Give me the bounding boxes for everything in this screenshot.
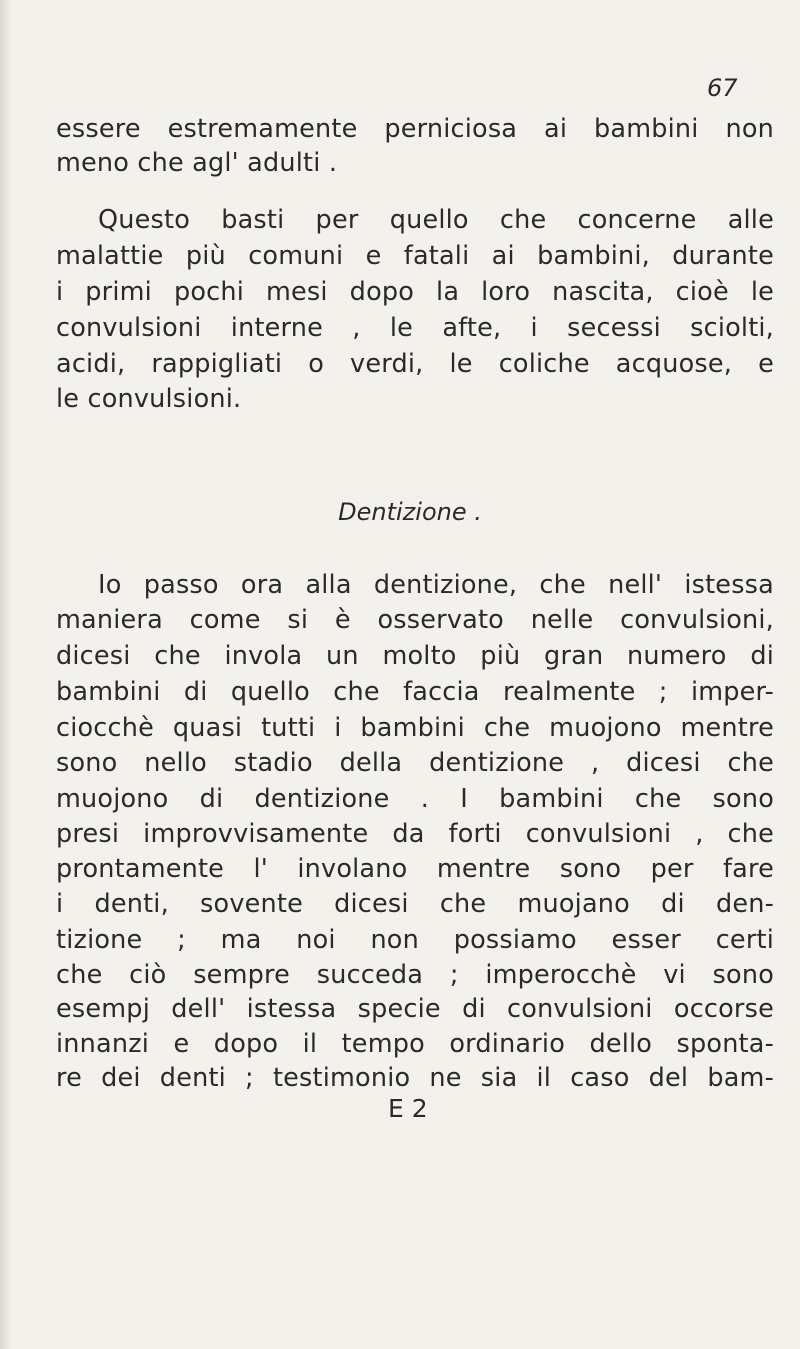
page-number: 67 <box>707 74 738 102</box>
text-line: Io passo ora alla dentizione, che nell' istessa <box>98 570 774 600</box>
text-line: esempj dell' istessa specie di convulsioni occorse <box>56 994 774 1024</box>
text-line: dicesi che invola un molto più gran numero di <box>56 641 774 671</box>
text-line: muojono di dentizione . I bambini che sono <box>56 784 774 814</box>
text-line: acidi, rappigliati o verdi, le coliche acquose, e <box>56 349 774 379</box>
text-line: essere estremamente perniciosa ai bambini non <box>56 114 774 144</box>
text-line: prontamente l' involano mentre sono per fare <box>56 854 774 884</box>
text-line: meno che agl' adulti . <box>56 148 338 178</box>
text-line: tizione ; ma noi non possiamo esser certi <box>56 925 774 955</box>
text-line: che ciò sempre succeda ; imperocchè vi sono <box>56 960 774 990</box>
section-heading: Dentizione . <box>338 498 482 526</box>
text-line: ciocchè quasi tutti i bambini che muojono mentre <box>56 713 774 743</box>
text-line: convulsioni interne , le afte, i secessi sciolti, <box>56 313 774 343</box>
text-line: bambini di quello che faccia realmente ; imper- <box>56 677 774 707</box>
text-line: re dei denti ; testimonio ne sia il caso del bam- <box>56 1063 774 1093</box>
text-line: maniera come si è osservato nelle convulsioni, <box>56 605 774 635</box>
text-line: Questo basti per quello che concerne alle <box>98 205 774 235</box>
text-line: sono nello stadio della dentizione , dicesi che <box>56 748 774 778</box>
text-line: malattie più comuni e fatali ai bambini, durante <box>56 241 774 271</box>
text-line: presi improvvisamente da forti convulsioni , che <box>56 819 774 849</box>
text-line: i denti, sovente dicesi che muojano di den- <box>56 889 774 919</box>
text-line: i primi pochi mesi dopo la loro nascita, cioè le <box>56 277 774 307</box>
text-line: innanzi e dopo il tempo ordinario dello sponta- <box>56 1029 774 1059</box>
signature-mark: E 2 <box>388 1094 428 1123</box>
text-line: le convulsioni. <box>56 384 242 414</box>
page-gutter-shadow <box>0 0 10 1349</box>
